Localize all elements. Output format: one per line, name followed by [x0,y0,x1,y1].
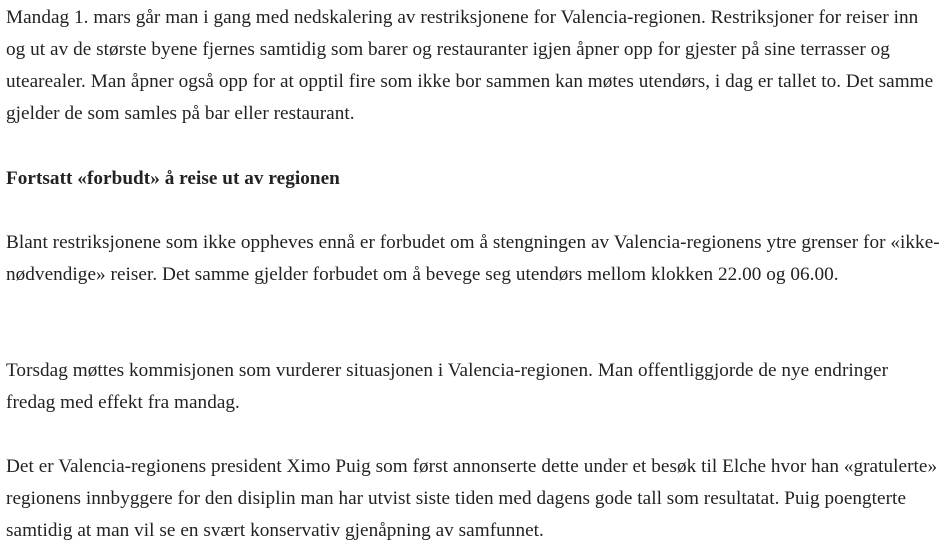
article-paragraph-2: Blant restriksjonene som ikke oppheves ennå er forbudet om å stengningen av Valencia-regionens ytre grenser for «ikke-nødvendige» reiser. Det samme gjelder forbudet om å bevege seg utendørs mellom klokken 22.00 og 06.00. [6,232,940,285]
article-subheading: Fortsatt «forbudt» å reise ut av regionen [6,168,340,189]
article-paragraph-4: Det er Valencia-regionens president Ximo Puig som først annonserte dette under et besøk til Elche hvor han «gratulerte» regionens innbyggere for den disiplin man har utvist siste tiden med dagens gode tall som resultatat. Puig poengterte samtidig at man vil se en svært konservativ gjenåpning av samfunnet. [6,456,938,541]
article-paragraph-3: Torsdag møttes kommisjonen som vurderer situasjonen i Valencia-regionen. Man offentliggjorde de nye endringer fredag med effekt fra mandag. [6,360,889,413]
article-paragraph-1: Mandag 1. mars går man i gang med nedskalering av restriksjonene for Valencia-regionen. Restriksjoner for reiser inn og ut av de største byene fjernes samtidig som barer og restauranter igjen åpner opp for gjester på sine terrasser og utearealer. Man åpner også opp for at opptil fire som ikke bor sammen kan møtes utendørs, i dag er tallet to. Det samme gjelder de som samles på bar eller restaurant. [6,7,934,124]
